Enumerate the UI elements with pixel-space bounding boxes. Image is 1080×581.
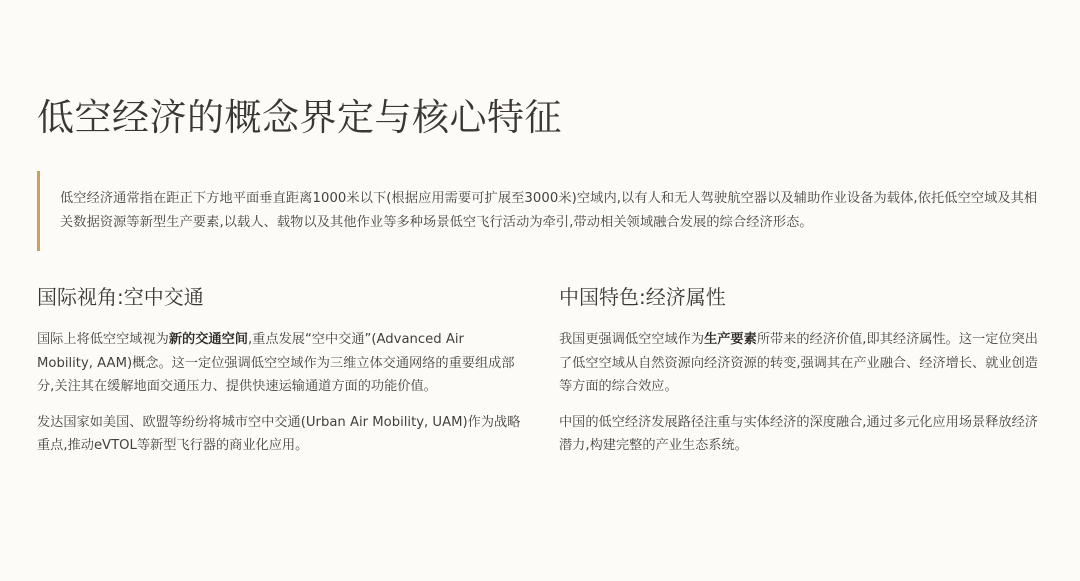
china-heading: 中国特色:经济属性 (559, 285, 726, 309)
international-p1-text-start: 国际上将低空空域视为 (37, 332, 169, 347)
international-p1-text-end: ,重点发展“空中交通”(Advanced Air Mobility, AAM)概念。这一定位强调低空空域作为三维立体交通网络的重要组成部分,关注其在缓解地面交通压力、提供快速运输通道方面的功能价值。 (37, 332, 515, 394)
china-p1-text-start: 我国更强调低空空域作为 (559, 332, 705, 347)
international-heading: 国际视角:空中交通 (37, 285, 204, 309)
china-p1-highlight: 生产要素 (704, 332, 757, 347)
international-p1-highlight: 新的交通空间 (168, 332, 248, 347)
international-section (37, 282, 523, 458)
china-section (559, 282, 1045, 458)
china-paragraph-1 (559, 328, 1045, 399)
definition-callout (37, 171, 1047, 251)
page-title: 低空经济的概念界定与核心特征 (37, 96, 562, 139)
china-paragraph-2: 中国的低空经济发展路径注重与实体经济的深度融合,通过多元化应用场景释放经济潜力,构建完整的产业生态系统。 (559, 414, 1038, 453)
international-paragraph-1 (37, 328, 523, 399)
definition-text: 低空经济通常指在距正下方地平面垂直距离1000米以下(根据应用需要可扩展至3000米)空域内,以有人和无人驾驶航空器以及辅助作业设备为载体,依托低空空域及其相关数据资源等新型生产要素,以载人、载物以及其他作业等多种场景低空飞行活动为牵引,带动相关领域融合发展的综合经济形态。 (60, 191, 1038, 230)
international-paragraph-2: 发达国家如美国、欧盟等纷纷将城市空中交通(Urban Air Mobility, UAM)作为战略重点,推动eVTOL等新型飞行器的商业化应用。 (37, 414, 521, 453)
china-p1-text-end: 所带来的经济价值,即其经济属性。这一定位突出了低空空域从自然资源向经济资源的转变,强调其在产业融合、经济增长、就业创造等方面的综合效应。 (559, 332, 1038, 394)
